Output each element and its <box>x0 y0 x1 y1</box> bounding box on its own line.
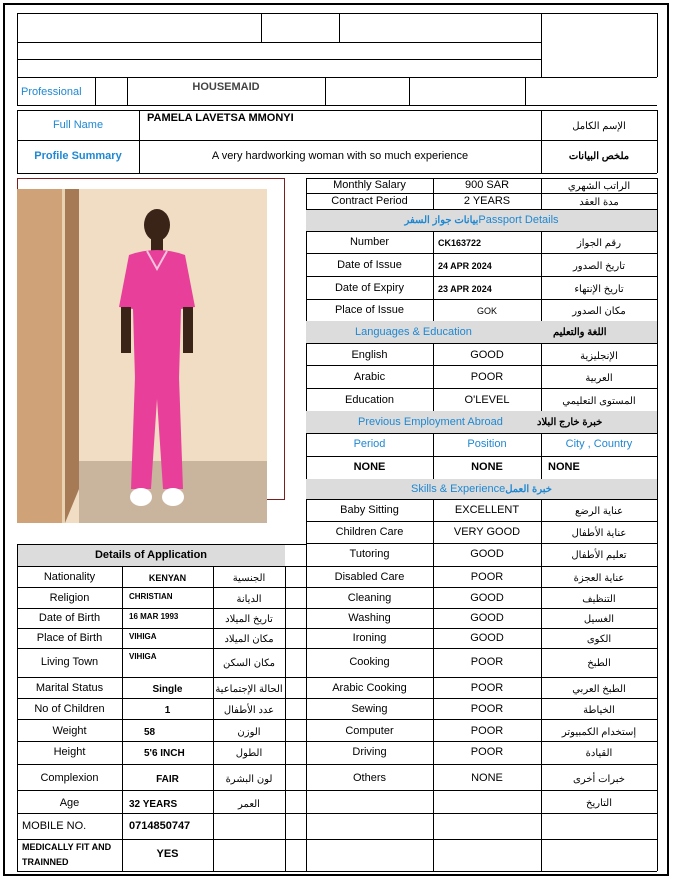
skill-disabled-care-value: POOR <box>470 571 504 583</box>
date-of-birth-label: Date of Birth <box>38 612 101 624</box>
skill-tutoring-value: GOOD <box>470 548 504 560</box>
nationality-ar: الجنسية <box>232 573 266 584</box>
salary-ar: الراتب الشهري <box>567 181 631 192</box>
height-label: Height <box>53 746 86 758</box>
issue-date-label: Date of Issue <box>337 259 402 271</box>
skill-others-label: Others <box>352 772 386 784</box>
employment-country-value: NONE <box>548 461 580 473</box>
date-ar: التاريخ <box>586 798 612 809</box>
professional-label: Professional <box>21 86 82 98</box>
weight-value: 58 <box>144 727 156 738</box>
medical-value: YES <box>156 848 179 860</box>
place-of-birth-value: VIHIGA <box>129 632 157 641</box>
children-label: No of Children <box>34 703 105 715</box>
religion-value: CHRISTIAN <box>129 592 173 601</box>
complexion-value: FAIR <box>156 774 179 785</box>
living-town-value: VIHIGA <box>129 652 157 661</box>
weight-ar: الوزن <box>237 727 261 738</box>
arabic-value: POOR <box>470 371 504 383</box>
application-section-title: Details of Application <box>94 549 208 561</box>
marital-status-ar: الحالة الإجتماعية <box>215 684 283 695</box>
skill-computer-value: POOR <box>470 725 504 737</box>
employment-position-header: Position <box>467 438 507 450</box>
complexion-label: Complexion <box>40 772 99 784</box>
skill-sewing-value: POOR <box>470 703 504 715</box>
skill-children-care-ar: عناية الأطفال <box>571 528 627 539</box>
skill-cleaning-ar: التنظيف <box>582 594 616 605</box>
medical-label-line2: TRAINNED <box>22 857 69 867</box>
passport-section-title: بيانات جواز السفرPassport Details <box>404 214 559 226</box>
medical-label-line1: MEDICALLY FIT AND <box>22 842 112 852</box>
age-ar: العمر <box>238 799 260 810</box>
mobile-label: MOBILE NO. <box>22 820 87 832</box>
english-ar: الإنجليزية <box>580 351 618 362</box>
expiry-date-label: Date of Expiry <box>334 282 405 294</box>
education-value: O'LEVEL <box>464 394 510 406</box>
skill-ironing-ar: الكوى <box>586 634 612 645</box>
passport-number-value: CK163722 <box>438 238 482 248</box>
skill-computer-ar: إستخدام الكمبيوتر <box>561 727 637 738</box>
skill-driving-value: POOR <box>470 746 504 758</box>
place-of-birth-label: Place of Birth <box>36 632 103 644</box>
skill-cooking-value: POOR <box>470 656 504 668</box>
marital-status-label: Marital Status <box>35 682 104 694</box>
living-town-ar: مكان السكن <box>223 658 275 669</box>
skill-washing-value: GOOD <box>470 612 504 624</box>
nationality-label: Nationality <box>43 571 96 583</box>
full-name-ar: الإسم الكامل <box>572 121 626 132</box>
english-label: English <box>351 349 388 361</box>
profile-summary-value: A very hardworking woman with so much experience <box>211 150 469 162</box>
skill-washing-label: Washing <box>348 612 391 624</box>
skill-cooking-label: Cooking <box>349 656 390 668</box>
height-ar: الطول <box>235 748 263 759</box>
skill-arabic-cooking-ar: الطبخ العربي <box>572 684 626 695</box>
place-of-birth-ar: مكان الميلاد <box>224 634 274 645</box>
employment-section-title: Previous Employment Abroad <box>358 416 503 428</box>
employment-section-ar: خبرة خارج البلاد <box>537 417 603 428</box>
children-value: 1 <box>164 705 171 716</box>
profile-summary-label: Profile Summary <box>34 150 122 162</box>
skill-children-care-label: Children Care <box>335 526 404 538</box>
marital-status-value: Single <box>152 684 183 695</box>
religion-ar: الديانة <box>236 594 262 605</box>
salary-value: 900 SAR <box>464 179 510 191</box>
children-ar: عدد الأطفال <box>223 705 275 716</box>
expiry-date-value: 23 APR 2024 <box>438 284 492 294</box>
skill-disabled-care-ar: عناية العجزة <box>573 573 625 584</box>
skill-cleaning-label: Cleaning <box>347 592 392 604</box>
arabic-label: Arabic <box>353 371 386 383</box>
languages-section-ar: اللغة والتعليم <box>553 327 607 338</box>
skill-baby-sitting-label: Baby Sitting <box>340 504 399 516</box>
skill-cleaning-value: GOOD <box>470 592 504 604</box>
height-value: 5'6 INCH <box>144 748 185 759</box>
living-town-label: Living Town <box>40 656 99 668</box>
skill-computer-label: Computer <box>345 725 394 737</box>
skill-sewing-ar: الخياطة <box>583 705 615 716</box>
skill-ironing-value: GOOD <box>470 632 504 644</box>
skill-baby-sitting-value: EXCELLENT <box>454 504 520 516</box>
skill-others-ar: خبرات أخرى <box>573 774 625 785</box>
mobile-value: 0714850747 <box>129 820 191 832</box>
skill-others-value: NONE <box>471 772 503 784</box>
english-value: GOOD <box>470 349 504 361</box>
skill-cooking-ar: الطبخ <box>587 658 611 669</box>
issue-date-value: 24 APR 2024 <box>438 261 492 271</box>
skills-section-title: Skills & Experienceخبرة العمل <box>411 483 552 495</box>
skill-children-care-value: VERY GOOD <box>453 526 521 538</box>
skill-driving-label: Driving <box>352 746 387 758</box>
education-label: Education <box>345 394 394 406</box>
issue-date-ar: تاريخ الصدور <box>572 261 626 272</box>
professional-value: HOUSEMAID <box>192 81 260 93</box>
contract-period-value: 2 YEARS <box>463 195 511 207</box>
salary-label: Monthly Salary <box>333 179 406 191</box>
skill-arabic-cooking-label: Arabic Cooking <box>332 682 407 694</box>
age-label: Age <box>59 797 80 809</box>
date-of-birth-value: 16 MAR 1993 <box>129 612 179 621</box>
place-of-issue-value: GOK <box>476 306 497 316</box>
employment-period-header: Period <box>353 438 386 450</box>
contract-period-ar: مدة العقد <box>579 197 619 208</box>
profile-summary-ar: ملخص البيانات <box>568 151 630 162</box>
full-name-label: Full Name <box>52 119 104 131</box>
passport-number-label: Number <box>349 236 390 248</box>
employment-country-header: City , Country <box>565 438 633 450</box>
arabic-ar: العربية <box>585 373 613 384</box>
nationality-value: KENYAN <box>148 573 187 583</box>
skill-disabled-care-label: Disabled Care <box>334 571 405 583</box>
expiry-date-ar: تاريخ الإنتهاء <box>574 284 624 295</box>
skill-ironing-label: Ironing <box>352 632 387 644</box>
place-of-issue-label: Place of Issue <box>334 304 405 316</box>
employment-period-value: NONE <box>353 461 386 473</box>
skill-driving-ar: القيادة <box>585 748 613 759</box>
education-ar: المستوى التعليمي <box>562 396 636 407</box>
application-form <box>3 3 669 876</box>
age-value: 32 YEARS <box>129 799 178 810</box>
skill-baby-sitting-ar: عناية الرضع <box>574 506 624 517</box>
complexion-ar: لون البشرة <box>225 774 273 785</box>
skill-sewing-label: Sewing <box>351 703 388 715</box>
skill-tutoring-label: Tutoring <box>349 548 390 560</box>
applicant-photo <box>17 189 267 523</box>
skill-washing-ar: الغسيل <box>583 614 615 625</box>
place-of-issue-ar: مكان الصدور <box>572 306 626 317</box>
employment-position-value: NONE <box>471 461 503 473</box>
skill-tutoring-ar: تعليم الأطفال <box>571 550 627 561</box>
date-of-birth-ar: تاريخ الميلاد <box>225 614 273 625</box>
skill-arabic-cooking-value: POOR <box>470 682 504 694</box>
contract-period-label: Contract Period <box>331 195 408 207</box>
languages-section-title: Languages & Education <box>355 326 472 338</box>
passport-number-ar: رقم الجواز <box>576 238 622 249</box>
religion-label: Religion <box>49 592 90 604</box>
full-name-value: PAMELA LAVETSA MMONYI <box>147 112 294 124</box>
weight-label: Weight <box>52 725 87 737</box>
